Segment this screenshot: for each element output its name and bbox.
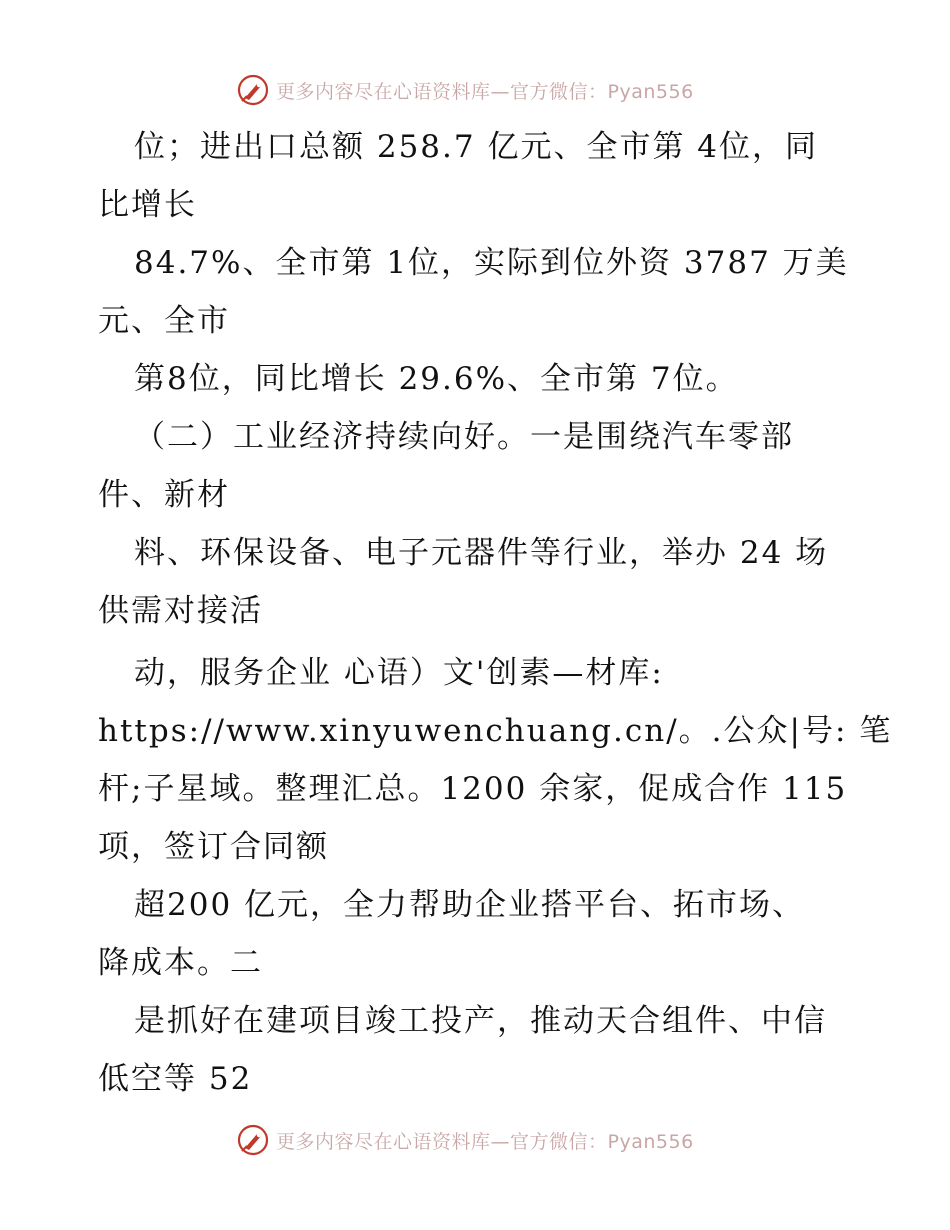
text-line: 杆;子星域。整理汇总。1200 余家，促成合作 115 <box>98 771 848 807</box>
text-line: 低空等 52 <box>98 1061 253 1097</box>
text-line: 比增长 <box>98 187 197 223</box>
text-line: 项，签订合同额 <box>98 829 329 865</box>
text-line: 第8位，同比增长 29.6%、全市第 7位。 <box>134 361 739 397</box>
text-line: 降成本。二 <box>98 945 263 981</box>
text-line: 供需对接活 <box>98 593 263 629</box>
text-line: （二）工业经济持续向好。一是围绕汽车零部 <box>134 419 794 455</box>
text-line: 动，服务企业 心语）文'创素—材库: <box>134 655 664 691</box>
text-line: 件、新材 <box>98 477 230 513</box>
text-line: 位；进出口总额 258.7 亿元、全市第 4位，同 <box>134 129 819 165</box>
text-line: 元、全市 <box>98 303 230 339</box>
text-line: 料、环保设备、电子元器件等行业，举办 24 场 <box>134 535 829 571</box>
pen-nib-logo-icon <box>236 1123 270 1157</box>
text-line: 是抓好在建项目竣工投产，推动天合组件、中信 <box>134 1003 827 1039</box>
text-line: 84.7%、全市第 1位，实际到位外资 3787 万美 <box>134 245 849 281</box>
text-line: 超200 亿元，全力帮助企业搭平台、拓市场、 <box>134 887 806 923</box>
watermark-text: 更多内容尽在心语资料库—官方微信：Pyan556 <box>276 1130 694 1153</box>
watermark-text: 更多内容尽在心语资料库—官方微信：Pyan556 <box>276 80 694 103</box>
text-line: https://www.xinyuwenchuang.cn/。.公众|号: 笔 <box>98 713 893 749</box>
footer-watermark <box>236 1122 694 1158</box>
